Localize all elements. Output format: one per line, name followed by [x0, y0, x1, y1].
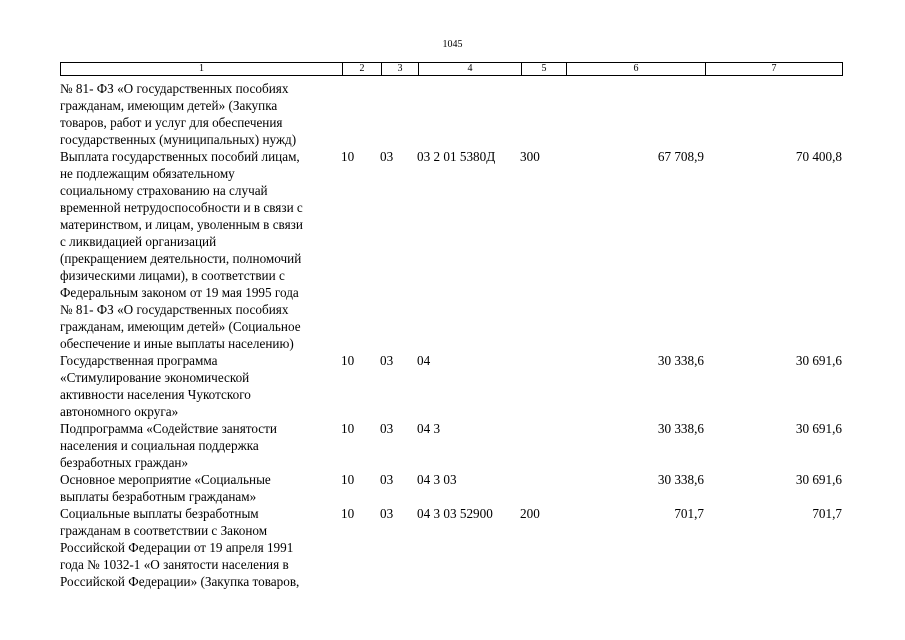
header-col-4: 4	[418, 63, 521, 75]
section-code: 10	[341, 353, 355, 368]
subsection-code: 03	[380, 472, 394, 487]
page-number: 1045	[442, 39, 463, 50]
amount-col-7: 30 691,6	[795, 421, 842, 436]
description-line: Российской Федерации от 19 апреля 1991	[60, 540, 294, 555]
table-row	[60, 505, 843, 590]
description-line: автономного округа»	[60, 404, 179, 419]
row-description	[60, 420, 345, 471]
description-line: № 81- ФЗ «О государственных пособиях	[60, 81, 289, 96]
header-col-2: 2	[342, 63, 381, 75]
target-article-code: 04 3 03	[417, 472, 457, 487]
expense-kind-code: 200	[520, 506, 540, 521]
section-code: 10	[341, 421, 355, 436]
row-description	[60, 80, 345, 148]
table-row	[60, 80, 843, 148]
subsection-code: 03	[380, 149, 394, 164]
subsection-code: 03	[380, 506, 394, 521]
description-line: безработных граждан»	[60, 455, 189, 470]
subsection-code: 03	[380, 421, 394, 436]
description-line: года № 1032-1 «О занятости населения в	[60, 557, 289, 572]
table-header	[60, 62, 843, 76]
target-article-code: 04 3	[417, 421, 441, 436]
description-line: Федеральным законом от 19 мая 1995 года	[60, 285, 299, 300]
description-line: Выплата государственных пособий лицам,	[60, 149, 300, 164]
subsection-code: 03	[380, 353, 394, 368]
amount-col-7: 701,7	[812, 506, 842, 521]
amount-col-7: 70 400,8	[795, 149, 842, 164]
section-code: 10	[341, 506, 355, 521]
amount-col-6: 67 708,9	[657, 149, 704, 164]
expense-kind-code: 300	[520, 149, 540, 164]
header-col-6: 6	[566, 63, 705, 75]
header-col-3: 3	[381, 63, 418, 75]
header-col-5: 5	[521, 63, 566, 75]
description-line: активности населения Чукотского	[60, 387, 251, 402]
description-line: Подпрограмма «Содействие занятости	[60, 421, 277, 436]
row-description	[60, 471, 345, 505]
description-line: (прекращением деятельности, полномочий	[60, 251, 302, 266]
row-description	[60, 352, 345, 420]
description-line: «Стимулирование экономической	[60, 370, 250, 385]
section-code: 10	[341, 149, 355, 164]
row-description	[60, 148, 345, 352]
description-line: временной нетрудоспособности и в связи с	[60, 200, 303, 215]
target-article-code: 04 3 03 52900	[417, 506, 493, 521]
description-line: Социальные выплаты безработным	[60, 506, 259, 521]
table-row	[60, 471, 843, 505]
description-line: № 81- ФЗ «О государственных пособиях	[60, 302, 289, 317]
description-line: не подлежащим обязательному	[60, 166, 235, 181]
table-row	[60, 420, 843, 471]
description-line: гражданам в соответствии с Законом	[60, 523, 268, 538]
description-line: гражданам, имеющим детей» (Социальное	[60, 319, 301, 334]
description-line: Государственная программа	[60, 353, 218, 368]
row-description	[60, 505, 345, 590]
amount-col-6: 30 338,6	[657, 472, 704, 487]
target-article-code: 03 2 01 5380Д	[417, 149, 496, 164]
amount-col-6: 30 338,6	[657, 421, 704, 436]
description-line: выплаты безработным гражданам»	[60, 489, 257, 504]
description-line: товаров, работ и услуг для обеспечения	[60, 115, 283, 130]
header-col-7: 7	[705, 63, 842, 75]
description-line: гражданам, имеющим детей» (Закупка	[60, 98, 278, 113]
description-line: физическими лицами), в соответствии с	[60, 268, 285, 283]
description-line: Основное мероприятие «Социальные	[60, 472, 271, 487]
description-line: обеспечение и иные выплаты населению)	[60, 336, 294, 351]
table-row	[60, 148, 843, 352]
target-article-code: 04	[417, 353, 431, 368]
header-col-1: 1	[199, 63, 204, 74]
description-line: Российской Федерации» (Закупка товаров,	[60, 574, 300, 589]
description-line: материнством, и лицам, уволенным в связи	[60, 217, 303, 232]
table-row	[60, 352, 843, 420]
description-line: населения и социальная поддержка	[60, 438, 259, 453]
description-line: государственных (муниципальных) нужд)	[60, 132, 297, 147]
amount-col-6: 701,7	[674, 506, 704, 521]
description-line: социальному страхованию на случай	[60, 183, 268, 198]
section-code: 10	[341, 472, 355, 487]
amount-col-6: 30 338,6	[657, 353, 704, 368]
table-body	[60, 80, 843, 590]
amount-col-7: 30 691,6	[795, 472, 842, 487]
amount-col-7: 30 691,6	[795, 353, 842, 368]
description-line: с ликвидацией организаций	[60, 234, 217, 249]
